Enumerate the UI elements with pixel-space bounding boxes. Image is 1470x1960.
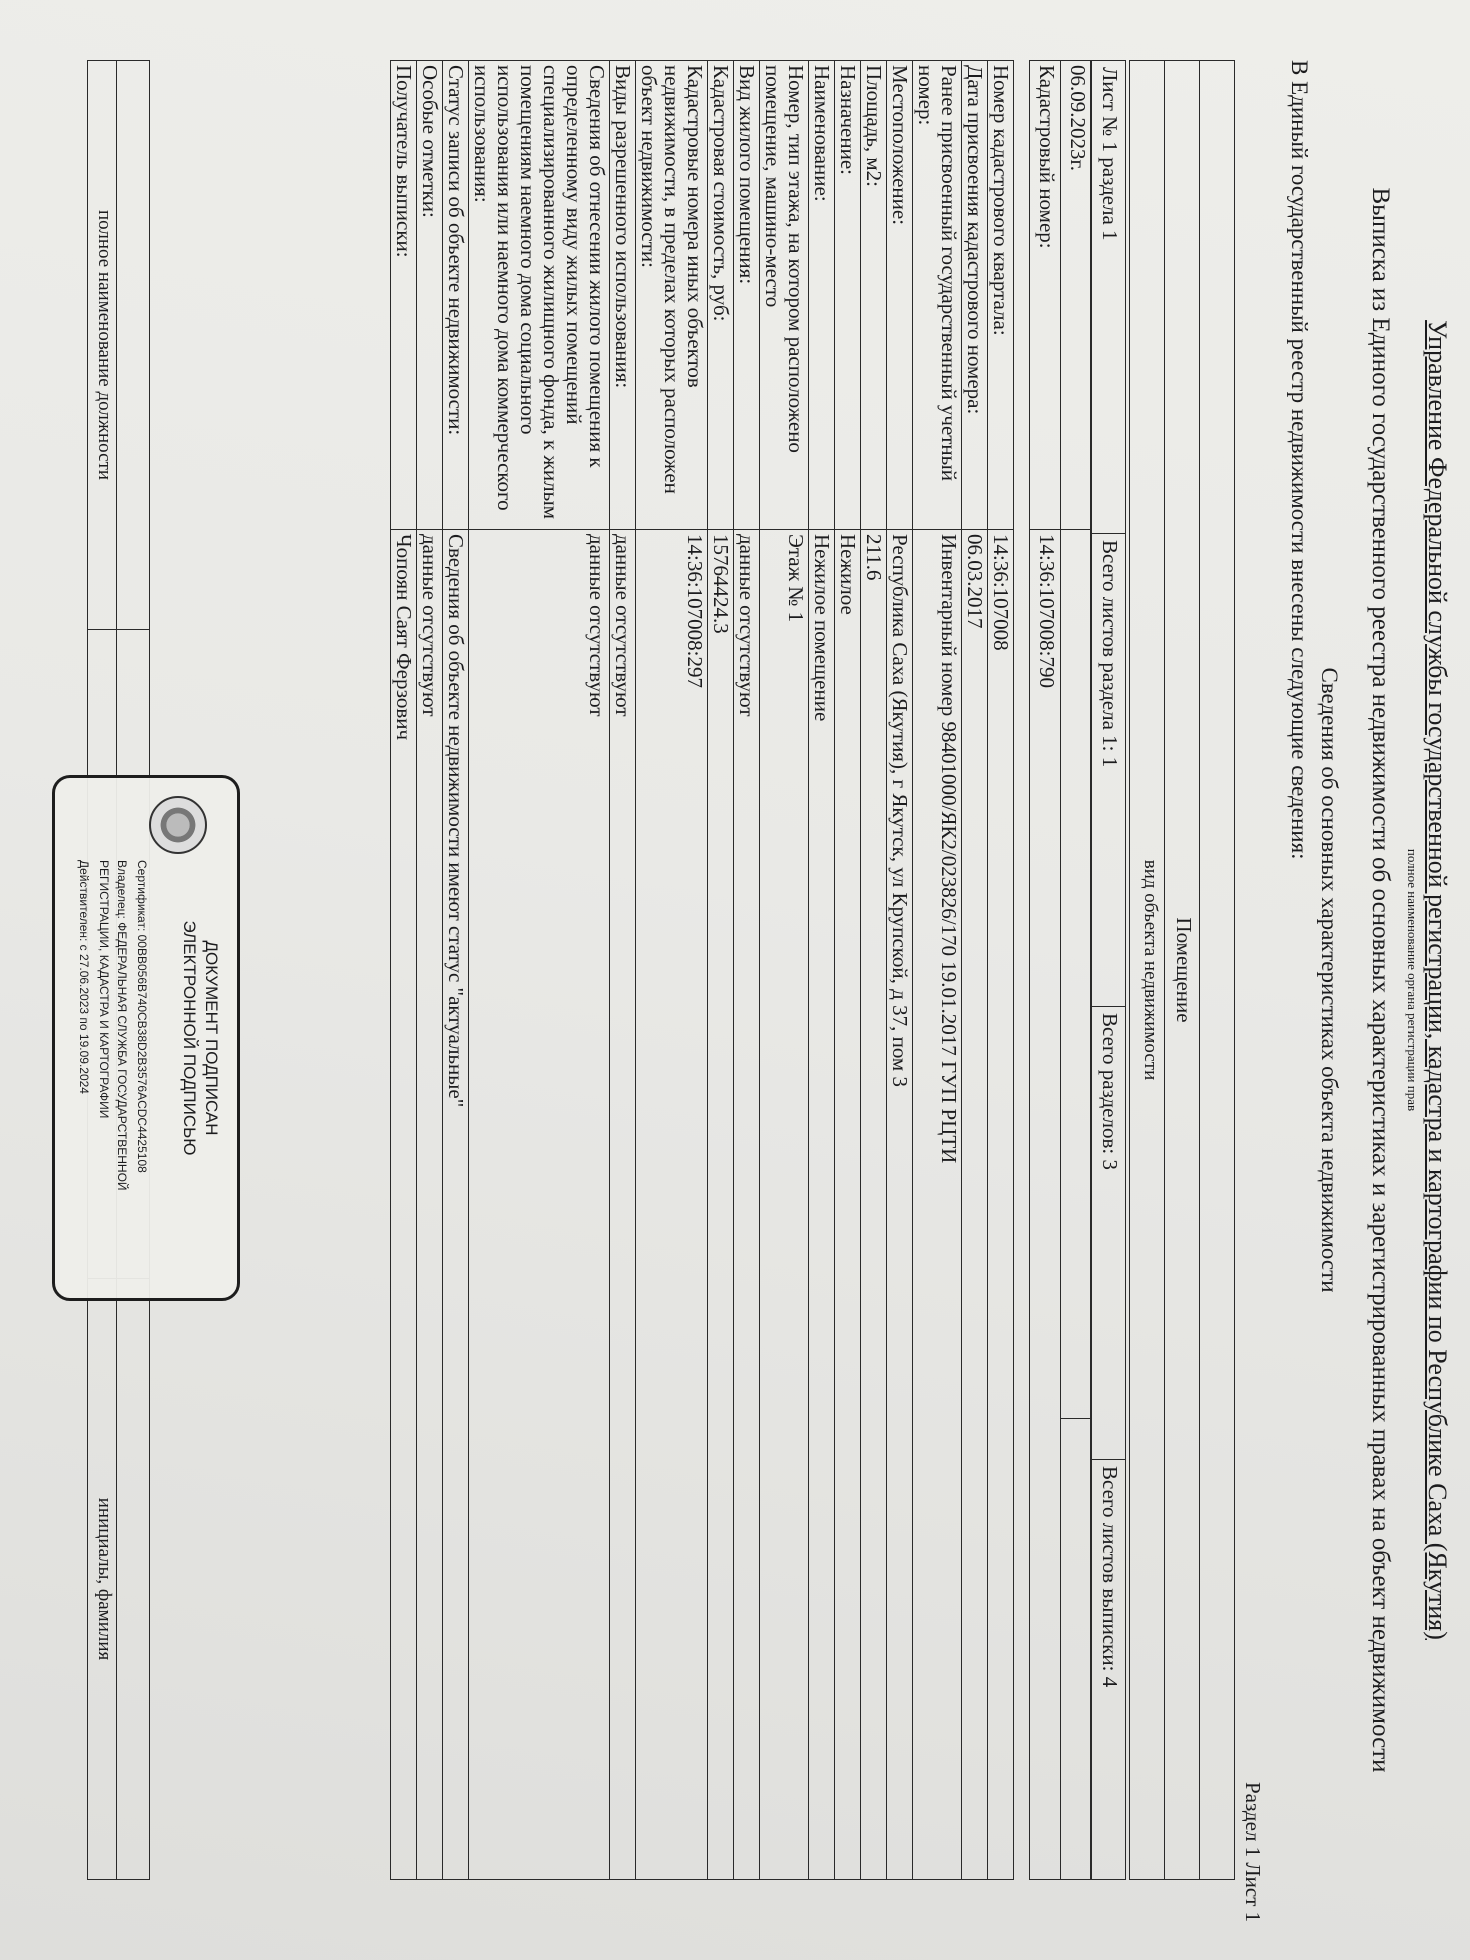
sheet-number: Лист № 1 раздела 1 [1091, 61, 1126, 534]
empty-cell [1200, 61, 1235, 1880]
row-value: 14:36:107008:297 [636, 530, 708, 1880]
row-label: Наименование: [809, 61, 835, 530]
sheet-meta-table [1090, 60, 1126, 1880]
table-row [469, 61, 610, 1880]
row-label: Назначение: [835, 61, 861, 530]
document-title: Выписка из Единого государственного реестра недвижимости об основных характеристиках и зарегистрированных правах на объект недвижимости [1367, 187, 1394, 1773]
intro-heading: Сведения об основных характеристиках объекта недвижимости [1317, 667, 1342, 1293]
object-type-caption: вид объекта недвижимости [1130, 61, 1165, 1880]
row-value: Чопоян Саят Ферзович [391, 530, 417, 1880]
row-label: Кадастровые номера иных объектов недвижимости, в пределах которых расположен объект недвижимости: [636, 61, 708, 530]
sheets-total: Всего листов выписки: 4 [1091, 1460, 1126, 1880]
empty-cell [1061, 530, 1092, 1419]
table-row [636, 61, 708, 1880]
row-value: 211.6 [861, 530, 887, 1880]
table-row [734, 61, 760, 1880]
properties-table [390, 60, 1014, 1880]
table-row [887, 61, 913, 1880]
stamp-certificate: Сертификат: 00BB056B740CB38D2B3576ACDC4425108 [135, 860, 149, 1173]
stamp-line-1: ДОКУМЕНТ ПОДПИСАН [202, 940, 221, 1136]
stamp-owner-1: Владелец: ФЕДЕРАЛЬНАЯ СЛУЖБА ГОСУДАРСТВЕННОЙ [115, 860, 129, 1191]
row-label: Местоположение: [887, 61, 913, 530]
table-row [610, 61, 636, 1880]
table-row [835, 61, 861, 1880]
e-signature-stamp [52, 775, 240, 1301]
row-label: Сведения об отнесении жилого помещения к определенному виду жилых помещений специализированного жилищного фонда, к жилым помещениям наемного дома социального использования или наемного дома коммерческого использования: [469, 61, 610, 530]
stamp-valid: Действителен: с 27.06.2023 по 19.09.2024 [77, 860, 91, 1094]
name-caption: инициалы, фамилия [88, 1279, 117, 1880]
cadastral-number-label: Кадастровый номер: [1030, 61, 1061, 530]
cadastral-number-value: 14:36:107008:790 [1030, 530, 1061, 1880]
row-label: Кадастровая стоимость, руб: [708, 61, 734, 530]
row-value: 06.03.2017 [962, 530, 988, 1880]
sheets-in-section: Всего листов раздела 1: 1 [1091, 534, 1126, 1007]
table-row [913, 61, 962, 1880]
row-label: Дата присвоения кадастрового номера: [962, 61, 988, 530]
stamp-line-2: ЭЛЕКТРОННОЙ ПОДПИСЬЮ [180, 920, 199, 1156]
table-row [708, 61, 734, 1880]
sections-total: Всего разделов: 3 [1091, 1007, 1126, 1460]
row-label: Номер, тип этажа, на котором расположено помещение, машино-место [760, 61, 809, 530]
row-value: данные отсутствуют [610, 530, 636, 1880]
table-row [391, 61, 417, 1880]
section-label: Раздел 1 Лист 1 [1241, 1782, 1265, 1923]
table-row [988, 61, 1014, 1880]
row-value: Этаж № 1 [760, 530, 809, 1880]
row-value: Республика Саха (Якутия), г Якутск, ул Крупской, д 37, пом 3 [887, 530, 913, 1880]
row-label: Статус записи об объекте недвижимости: [443, 61, 469, 530]
table-row [861, 61, 887, 1880]
table-row [809, 61, 835, 1880]
empty-cell [1061, 1419, 1092, 1880]
object-type-table [1129, 60, 1235, 1880]
position-field [117, 61, 150, 630]
row-label: Виды разрешенного использования: [610, 61, 636, 530]
row-value: Нежилое помещение [809, 530, 835, 1880]
row-value: Сведения об объекте недвижимости имеют статус "актуальные" [443, 530, 469, 1880]
table-row [417, 61, 443, 1880]
table-row [443, 61, 469, 1880]
row-value: данные отсутствуют [417, 530, 443, 1880]
entered-statement: В Единый государственный реестр недвижимости внесены следующие сведения: [1287, 60, 1312, 860]
row-value: 14:36:107008 [988, 530, 1014, 1880]
row-label: Площадь, м2: [861, 61, 887, 530]
extract-date: 06.09.2023г. [1061, 61, 1092, 530]
row-value: Нежилое [835, 530, 861, 1880]
row-label: Ранее присвоенный государственный учетный номер: [913, 61, 962, 530]
row-value: Инвентарный номер 98401000/ЯК2/023826/170 19.01.2017 ГУП РЦТИ [913, 530, 962, 1880]
row-value: данные отсутствуют [469, 530, 610, 1880]
name-field [117, 1279, 150, 1880]
object-type: Помещение [1165, 61, 1200, 1880]
position-caption: полное наименование должности [88, 61, 117, 630]
table-row [760, 61, 809, 1880]
cadastral-table [1029, 60, 1092, 1880]
row-value: 15764424.3 [708, 530, 734, 1880]
organization-name: Управление Федеральной службы государственной регистрации, кадастра и картографии по Республике Саха (Якутия) [1423, 320, 1452, 1640]
stamp-owner-2: РЕГИСТРАЦИИ, КАДАСТРА И КАРТОГРАФИИ [97, 860, 111, 1119]
organization-caption: полное наименование органа регистрации прав [1405, 848, 1420, 1112]
table-row [962, 61, 988, 1880]
row-value: данные отсутствуют [734, 530, 760, 1880]
row-label: Получатель выписки: [391, 61, 417, 530]
row-label: Вид жилого помещения: [734, 61, 760, 530]
row-label: Номер кадастрового квартала: [988, 61, 1014, 530]
row-label: Особые отметки: [417, 61, 443, 530]
